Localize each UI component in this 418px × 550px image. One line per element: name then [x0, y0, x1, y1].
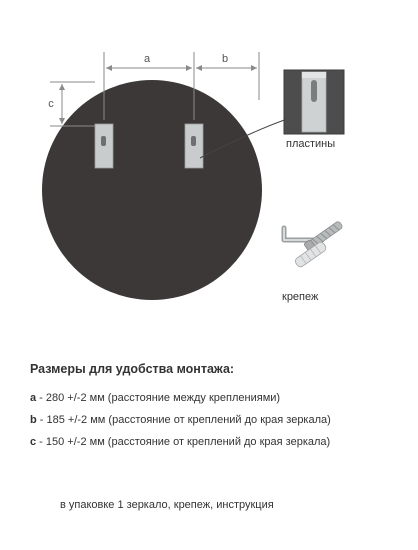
dimensions-list — [30, 390, 331, 456]
dimension-item-c — [30, 434, 331, 456]
round-mirror — [42, 80, 262, 300]
dimension-item-a-letter: a — [30, 392, 37, 404]
dimension-item-c-text: - 150 +/-2 мм (расстояние от креплений до края зеркала) — [36, 436, 331, 448]
fastener-caption: крепеж — [282, 291, 319, 303]
dimension-item-a-text: - 280 +/-2 мм (расстояние между креплениями) — [36, 392, 281, 404]
plate-caption: пластины — [286, 138, 336, 150]
dimensions-heading: Размеры для удобства монтажа: — [30, 362, 235, 376]
dimension-item-b — [30, 412, 331, 434]
dimension-c-label: c — [48, 98, 54, 110]
dimension-item-b-letter: b — [30, 414, 37, 426]
dimension-item-b-text: - 185 +/-2 мм (расстояние от креплений до края зеркала) — [36, 414, 331, 426]
dimension-a-label: a — [143, 53, 151, 65]
dimension-item-c-letter: c — [30, 436, 37, 448]
package-contents-note: в упаковке 1 зеркало, крепеж, инструкция — [60, 499, 274, 511]
plate-photo — [284, 70, 344, 134]
dimension-b-label: b — [221, 53, 229, 65]
mounting-plate-left — [95, 124, 113, 168]
dimension-item-a — [30, 390, 331, 412]
fastener-illustration — [284, 220, 344, 269]
mounting-plate-right — [185, 124, 203, 168]
